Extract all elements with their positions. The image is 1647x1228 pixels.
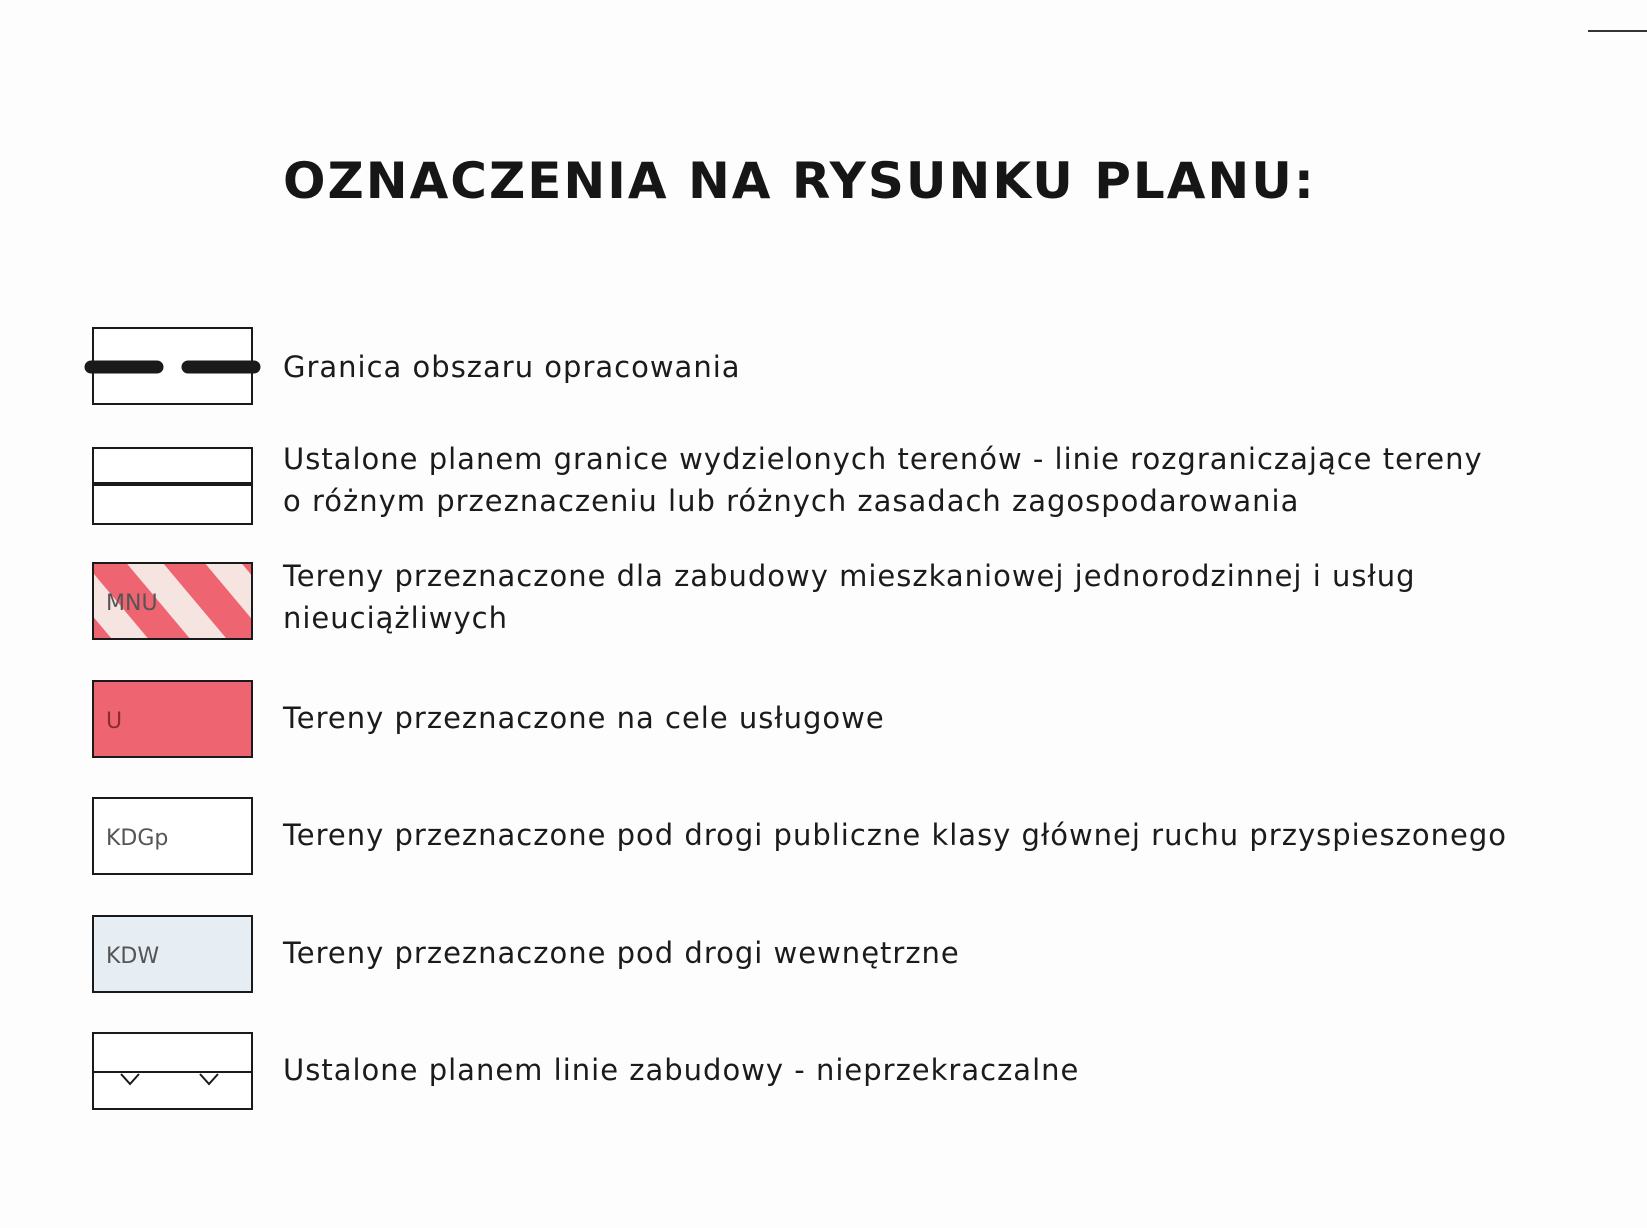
- legend-description: Tereny przeznaczone pod drogi wewnętrzne: [283, 936, 960, 970]
- page-title: OZNACZENIA NA RYSUNKU PLANU:: [283, 152, 1316, 210]
- legend-description: Tereny przeznaczone dla zabudowy mieszkaniowej jednorodzinnej i usług nieuciążliwych: [283, 559, 1416, 635]
- legend-description: Tereny przeznaczone pod drogi publiczne klasy głównej ruchu przyspieszonego: [283, 818, 1507, 852]
- solid-red-symbol: [83, 679, 263, 759]
- legend-description: Granica obszaru opracowania: [283, 350, 741, 384]
- light-blue-box-symbol: [83, 914, 263, 994]
- legend-description: Ustalone planem granice wydzielonych terenów - linie rozgraniczające tereny o różnym przeznaczeniu lub różnych zasadach zagospodarowania: [283, 442, 1483, 518]
- boundary-dashed-symbol: [83, 326, 263, 406]
- hatched-red-symbol: [83, 561, 263, 641]
- legend-description: Ustalone planem linie zabudowy - nieprzekraczalne: [283, 1053, 1080, 1087]
- symbol-code-label: U: [106, 709, 123, 734]
- corner-mark: [1588, 30, 1647, 32]
- symbol-code-label: MNU: [106, 591, 158, 616]
- symbol-code-label: KDGp: [106, 826, 169, 851]
- building-line-symbol: [83, 1031, 263, 1111]
- white-box-symbol: [83, 796, 263, 876]
- divider-line-symbol: [83, 446, 263, 526]
- symbol-code-label: KDW: [106, 944, 160, 969]
- legend-description: Tereny przeznaczone na cele usługowe: [283, 701, 885, 735]
